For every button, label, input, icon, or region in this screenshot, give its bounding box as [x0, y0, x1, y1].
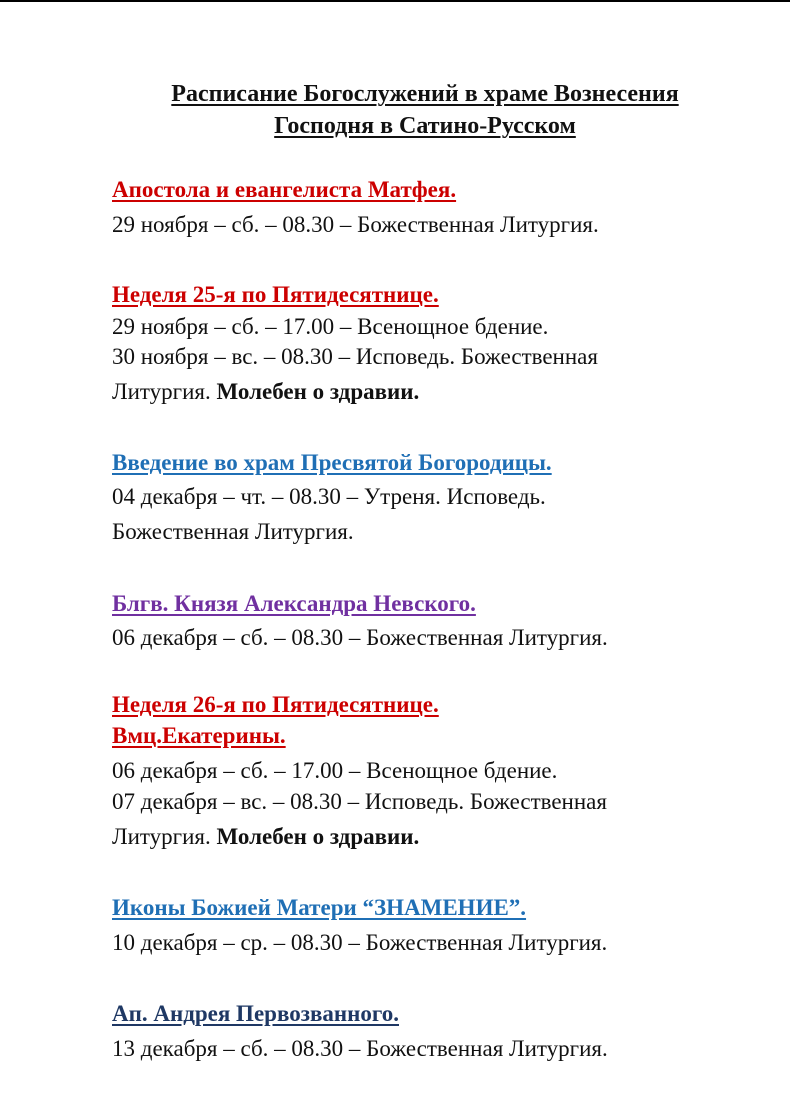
service-text: Литургия.: [112, 379, 211, 404]
section-heading-presentation: Введение во храм Пресвятой Богородицы.: [112, 450, 552, 475]
service-line: Божественная Литургия.: [112, 519, 354, 544]
section-heading-catherine: Вмц.Екатерины.: [112, 723, 286, 748]
service-line: 06 декабря – сб. – 17.00 – Всенощное бдение.: [112, 758, 558, 783]
service-line: 30 ноября – вс. – 08.30 – Исповедь. Божественная: [112, 344, 598, 369]
section-heading-andrew: Ап. Андрея Первозванного.: [112, 1001, 399, 1026]
service-line: 07 декабря – вс. – 08.30 – Исповедь. Божественная: [112, 789, 607, 814]
section-heading-week-25: Неделя 25-я по Пятидесятнице.: [112, 282, 439, 307]
service-line: 10 декабря – ср. – 08.30 – Божественная Литургия.: [112, 930, 608, 955]
service-line-continued: [112, 822, 419, 852]
service-line-continued: [112, 377, 419, 407]
service-line: 06 декабря – сб. – 08.30 – Божественная Литургия.: [112, 625, 608, 650]
page-title-line-2: Господня в Сатино-Русском: [274, 113, 576, 139]
section-heading-alexander-nevsky: Блгв. Князя Александра Невского.: [112, 591, 476, 616]
service-line: 29 ноября – сб. – 17.00 – Всенощное бдение.: [112, 314, 549, 339]
section-heading-week-26: Неделя 26-я по Пятидесятнице.: [112, 692, 439, 717]
moleben-note: Молебен о здравии.: [216, 379, 420, 404]
moleben-note: Молебен о здравии.: [216, 824, 420, 849]
section-heading-matthew: Апостола и евангелиста Матфея.: [112, 177, 457, 202]
service-line: 04 декабря – чт. – 08.30 – Утреня. Исповедь.: [112, 484, 546, 509]
top-border: [0, 0, 790, 2]
service-text: Литургия.: [112, 824, 211, 849]
service-line: 13 декабря – сб. – 08.30 – Божественная Литургия.: [112, 1036, 608, 1061]
section-heading-znamenie: Иконы Божией Матери “ЗНАМЕНИЕ”.: [112, 895, 527, 920]
page-title-line-1: Расписание Богослужений в храме Вознесения: [171, 81, 679, 107]
service-line: 29 ноября – сб. – 08.30 – Божественная Литургия.: [112, 212, 599, 237]
